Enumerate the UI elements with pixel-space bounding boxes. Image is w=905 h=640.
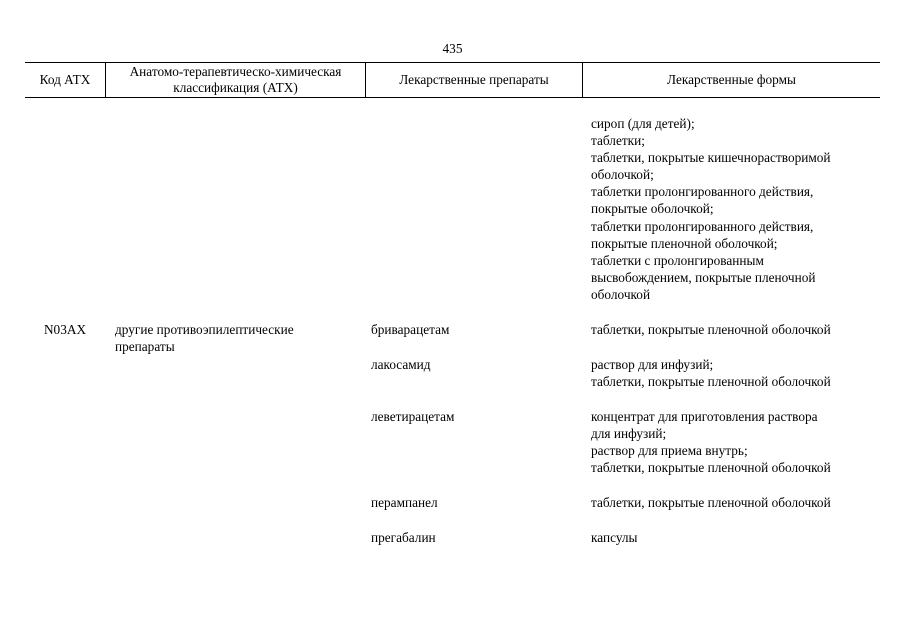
drug-name: леветирацетам xyxy=(371,409,455,424)
form-line: таблетки пролонгированного действия, xyxy=(591,219,814,234)
drug-name: перампанел xyxy=(371,495,438,510)
group-name-line: другие противоэпилептические xyxy=(115,322,294,337)
drug-form: раствор для приема внутрь; xyxy=(591,443,748,458)
header-classification: Анатомо-терапевтическо-химическая классификация (АТХ) xyxy=(129,63,342,95)
drug-name: бриварацетам xyxy=(371,322,450,337)
drug-form: таблетки, покрытые пленочной оболочкой xyxy=(591,374,831,389)
form-line: высвобождением, покрытые пленочной xyxy=(591,270,816,285)
header-drugs: Лекарственные препараты xyxy=(399,71,549,87)
drug-name: прегабалин xyxy=(371,530,436,545)
header-forms: Лекарственные формы xyxy=(667,71,796,87)
form-line: оболочкой xyxy=(591,287,651,302)
form-line: сироп (для детей); xyxy=(591,116,695,131)
form-line: покрытые пленочной оболочкой; xyxy=(591,236,778,251)
header-bottom-rule xyxy=(25,97,880,98)
page-number: 435 xyxy=(442,41,463,56)
drug-form: капсулы xyxy=(591,530,638,545)
form-line: таблетки; xyxy=(591,133,645,148)
drug-form: таблетки, покрытые пленочной оболочкой xyxy=(591,322,831,337)
form-line: таблетки, покрытые кишечнорастворимой xyxy=(591,150,831,165)
group-name-line: препараты xyxy=(115,339,175,354)
drug-form: концентрат для приготовления раствора xyxy=(591,409,818,424)
form-line: покрытые оболочкой; xyxy=(591,201,714,216)
atc-code: N03AX xyxy=(43,322,87,337)
form-line: таблетки пролонгированного действия, xyxy=(591,184,814,199)
drug-form: раствор для инфузий; xyxy=(591,357,714,372)
form-line: таблетки с пролонгированным xyxy=(591,253,764,268)
header-code: Код АТХ xyxy=(39,71,91,87)
drug-form: таблетки, покрытые пленочной оболочкой xyxy=(591,495,831,510)
form-line: оболочкой; xyxy=(591,167,654,182)
drug-name: лакосамид xyxy=(371,357,431,372)
drug-form: таблетки, покрытые пленочной оболочкой xyxy=(591,460,831,475)
drug-form: для инфузий; xyxy=(591,426,667,441)
